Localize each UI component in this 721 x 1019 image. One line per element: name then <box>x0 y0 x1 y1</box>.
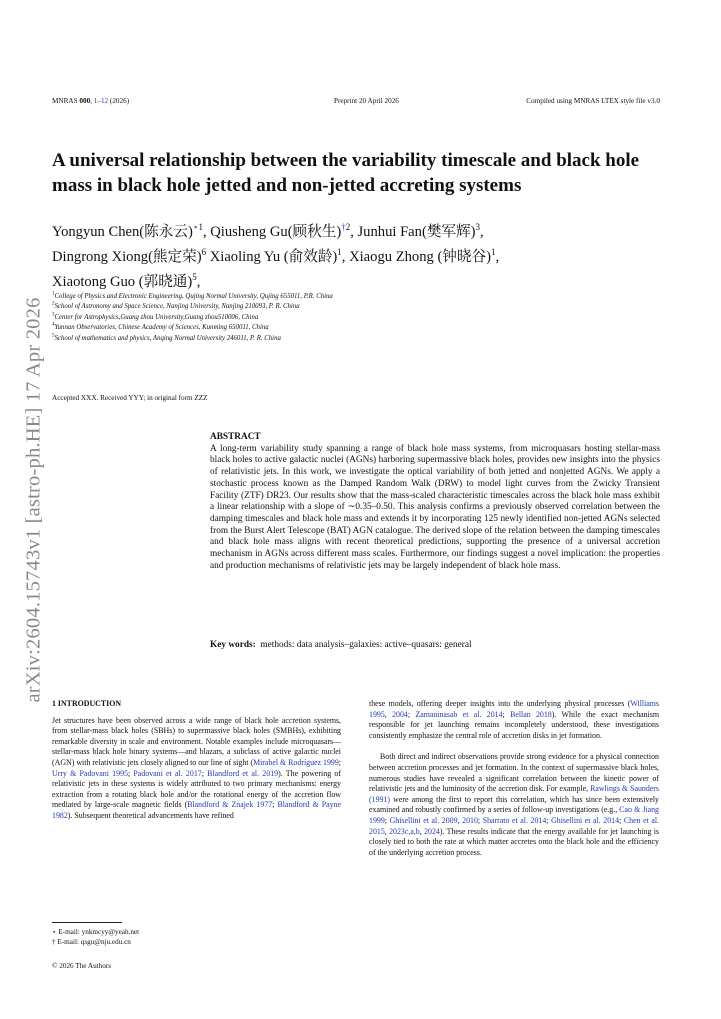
affiliation-number: 5 <box>52 333 55 339</box>
citation-link[interactable]: Padovani et al. 2017 <box>133 768 202 778</box>
affiliation-line <box>52 334 672 344</box>
journal-volume: 000 <box>79 97 91 105</box>
journal-citation: MNRAS 000, 1–12 (2026) <box>52 97 130 105</box>
author-list: Yongyun Chen(陈永云)$^{⋆1}$, Qiusheng Gu(顾秋生)$^{\dagger 2}$, Junhui Fan(樊军辉)$^3$, Dingrong Xiong(熊定荣)$^6$ Xiaoling Yu (俞效龄)$^1$, Xiaogu Zhong (钟晓谷)$^1$, Xiaotong Guo (郭晓通)$^5$, <box>52 222 500 290</box>
section-heading-introduction: 1 INTRODUCTION <box>52 699 122 708</box>
preprint-date: Preprint 20 April 2026 <box>334 97 399 105</box>
author-name: Xiaogu Zhong (钟晓谷) <box>349 249 491 265</box>
citation-link[interactable]: 2004 <box>392 709 408 719</box>
affiliation-line <box>52 323 672 333</box>
author-affiliation-mark[interactable]: †2 <box>341 222 351 233</box>
affiliation-text: Yunnan Observatories, Chinese Academy of Sciences, Kunming 650011, China <box>54 324 269 332</box>
citation-link[interactable]: Rawlings & Saunders (1991) <box>369 784 659 804</box>
abstract-heading: ABSTRACT <box>210 432 261 442</box>
footnote-rule <box>52 922 122 923</box>
citation-link[interactable]: 2024 <box>424 826 440 836</box>
citation-link[interactable]: Zamaninasab et al. 2014 <box>415 709 503 719</box>
intro-paragraph-1: Jet structures have been observed across a wide range of black hole accretion systems, from stellar-mass black holes (SBHs) to supermassive black holes (SMBHs), exhibiting remarkable diversity in scale and environment. Notable examples include microquasars—stellar-mass black hole binary systems—and blazars, a subclass of active galactic nuclei (AGN) with relativistic jets closely aligned to our line of sight (Mirabel & Rodríguez 1999; Urry & Padovani 1995; Padovani et al. 2017; Blandford et al. 2019). The powering of relativistic jets in these systems is widely attributed to two primary mechanisms: energy extraction from a rotating black hole and/or the rotational energy of the accretion flow mediated by large-scale magnetic fields (Blandford & Znajek 1977; Blandford & Payne 1982). Subsequent theoretical advancements have refined <box>52 715 341 820</box>
citation-link[interactable]: Cao & Jiang 1999 <box>369 805 659 825</box>
citation-link[interactable]: 2010 <box>462 815 478 825</box>
citation-link[interactable]: Blandford & Znajek 1977 <box>187 800 273 810</box>
citation-link[interactable]: Urry & Padovani 1995 <box>52 768 128 778</box>
author-name: Junhui Fan(樊军辉) <box>357 224 476 240</box>
citation-link[interactable]: Chen et al. 2015 <box>369 815 660 836</box>
affiliation-number: 4 <box>52 322 55 328</box>
affiliation-line <box>52 313 672 323</box>
affiliation-text: School of Astronomy and Space Science, Nanjing University, Nanjing 210093, P. R. China <box>54 303 300 311</box>
running-header <box>52 97 660 109</box>
journal-name: MNRAS <box>52 97 78 105</box>
affiliation-text: School of mathematics and physics, Anqing Normal University 246011, P. R. China <box>54 334 281 342</box>
affiliation-text: College of Physics and Electronic Engineering, Qujing Normal University, Qujing 655011, P.R. China <box>54 293 333 300</box>
author-name: Yongyun Chen(陈永云) <box>52 224 193 240</box>
author-name: Xiaotong Guo (郭晓通) <box>52 274 193 290</box>
body-column-right <box>369 699 659 858</box>
keywords-label: Key words: <box>210 640 256 650</box>
affiliation-line <box>52 302 672 312</box>
author-affiliation-mark: 3 <box>475 222 480 233</box>
author-affiliation-mark: 1 <box>490 247 496 258</box>
author-name: Xiaoling Yu (俞效龄) <box>209 249 338 265</box>
acceptance-note: Accepted XXX. Received YYY; in original form ZZZ <box>52 394 208 402</box>
citation-link[interactable]: Sbarrato et al. 2014 <box>482 815 547 825</box>
affiliations <box>52 292 672 344</box>
citation-link[interactable]: 2023c,a,b <box>389 826 420 836</box>
paper-title: A universal relationship between the variability timescale and black hole mass in black hole jetted and non-jetted accreting systems <box>52 150 640 196</box>
citation-link[interactable]: Blandford et al. 2019 <box>207 768 279 778</box>
author-affiliation-mark: 6 <box>201 247 207 258</box>
affiliation-number: 1 <box>52 291 55 297</box>
page-range-link[interactable]: 1–12 <box>93 97 109 105</box>
citation-link[interactable]: Blandford & Payne 1982 <box>52 800 341 820</box>
affiliation-text: Center for Astrophysics,Guang zhou University,Guang zhou510006, China <box>54 313 259 321</box>
keywords <box>210 640 660 650</box>
citation-link[interactable]: Ghisellini et al. 2009 <box>389 815 458 825</box>
compiled-note <box>526 97 660 105</box>
abstract <box>210 432 660 572</box>
journal-year: (2026) <box>109 97 130 105</box>
arxiv-identifier: arXiv:2604.15743v1 [astro-ph.HE] 17 Apr 2026 <box>22 297 45 703</box>
footnote-email: ⋆ E-mail: ynkmcyy@yeah.net <box>52 928 140 936</box>
author-affiliation-mark: 1 <box>337 247 342 258</box>
citation-link[interactable]: Ghisellini et al. 2014 <box>551 815 620 825</box>
author-affiliation-mark[interactable]: ⋆1 <box>192 222 203 233</box>
affiliation-number: 3 <box>52 312 55 318</box>
footnote-email: † E-mail: qsgu@nju.edu.cn <box>52 938 131 946</box>
body-column-left <box>52 699 341 822</box>
citation-link[interactable]: Mirabel & Rodríguez 1999 <box>253 757 339 767</box>
affiliation-line <box>52 292 672 302</box>
intro-paragraph-2: these models, offering deeper insights into the underlying physical processes (Williams 1995, 2004; Zamaninasab et al. 2014; Bellan 2018). While the exact mechanism responsible for jet launching remains incompletely understood, these investigations consistently emphasize the central role of accretion disks in jet formation. <box>369 699 659 740</box>
latex-suffix: TEX style file v3.0 <box>604 97 660 105</box>
copyright: © 2026 The Authors <box>52 962 112 970</box>
author-affiliation-mark: 5 <box>192 272 197 283</box>
citation-link[interactable]: Bellan 2018 <box>510 709 552 719</box>
affiliation-number: 2 <box>52 302 55 308</box>
intro-paragraph-3: Both direct and indirect observations provide strong evidence for a physical connection between accretion processes and jet formation. In the context of supermassive black holes, numerous studies have revealed a significant correlation between the kinetic power of relativistic jets and the luminosity of the accretion disk. For example, Rawlings & Saunders (1991) were among the first to report this correlation, which has since been extensively examined and robustly confirmed by a series of follow-up investigations (e.g., Cao & Jiang 1999; Ghisellini et al. 2009, 2010; Sbarrato et al. 2014; Ghisellini et al. 2014; Chen et al. 2015, 2023c,a,b, 2024). These results indicate that the energy available for jet launching is closely tied to both the rate at which matter accretes onto the black hole and the efficiency of the underlying accretion process. <box>369 752 660 857</box>
author-name: Dingrong Xiong(熊定荣) <box>52 249 202 265</box>
abstract-text: A long-term variability study spanning a range of black hole mass systems, from microquasars hosting stellar-mass black holes to active galactic nuclei (AGNs) harboring supermassive black holes, provides new insights into the physics of relativistic jets. In this work, we investigate the optical variability of both jetted and nonjetted AGNs. We apply a stochastic process known as the Damped Random Walk (DRW) to model light curves from the Zwicky Transient Facility (ZTF) DR23. Our results show that the mass-scaled characteristic timescales across the black hole mass exhibit a linear relationship with a slope of ∼0.35–0.50. This analysis confirms a previously observed correlation between the damping timescales and black hole mass and extends it by incorporating 125 newly identified non-jetted AGNs selected from the Burst Alert Telescope (BAT) AGN catalogue. The derived slope of the relation between the damping timescales and black hole mass aligns with recent theoretical predictions, supporting the presence of a universal accretion mechanism in AGNs across different mass scales. Furthermore, our findings suggest a novel implication: the properties and production mechanisms of relativistic jets may be largely independent of black hole mass. <box>210 443 660 571</box>
compiled-note-text: Compiled using MNRAS L <box>526 97 605 105</box>
footnotes <box>52 922 341 947</box>
author-name: Qiusheng Gu(顾秋生) <box>210 224 342 240</box>
keywords-text: methods: data analysis–galaxies: active–quasars: general <box>260 640 472 650</box>
arxiv-sidebar <box>14 290 54 710</box>
citation-link[interactable]: Williams 1995 <box>369 699 659 719</box>
